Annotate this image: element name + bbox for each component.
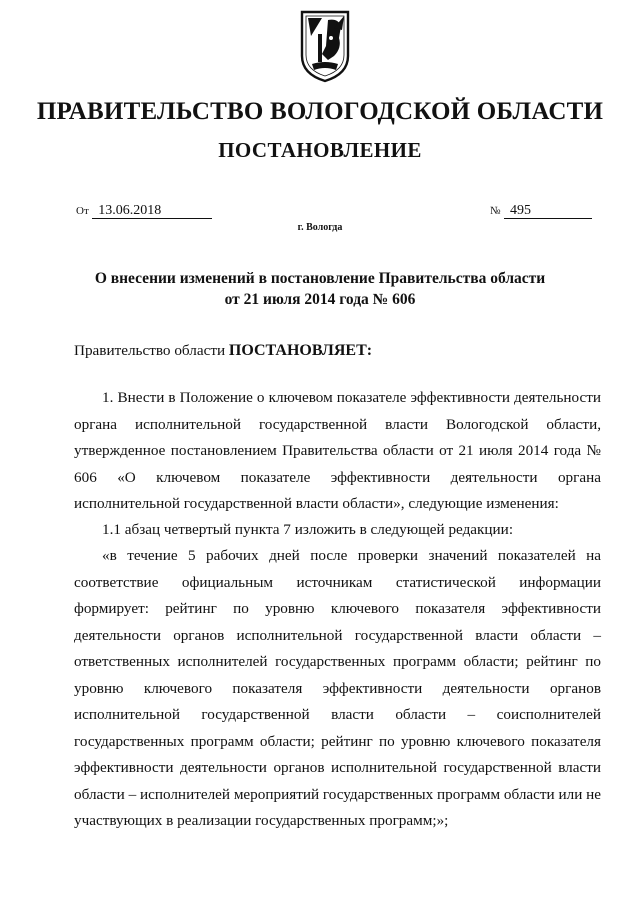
preamble-text: Правительство области xyxy=(74,342,226,359)
number-field xyxy=(490,203,592,219)
date-value: 13.06.2018 xyxy=(92,203,212,219)
title-line-1: О внесении изменений в постановление Правительства области xyxy=(94,270,546,287)
city: г. Вологда xyxy=(297,222,343,233)
document-title xyxy=(60,268,580,310)
preamble xyxy=(74,338,601,365)
date-field xyxy=(76,203,212,219)
paragraph-1: 1. Внести в Положение о ключевом показателе эффективности деятельности органа исполнительной государственной власти Вологодской области, утвержденное постановлением Правительства области от 21 июля 2014 года № 606 «О ключевом показателе эффективности деятельности органа исполнительной государственной власти области», следующие изменения: xyxy=(74,389,601,512)
preamble-bold: ПОСТАНОВЛЯЕТ: xyxy=(228,342,373,359)
title-line-2: от 21 июля 2014 года № 606 xyxy=(224,291,416,308)
date-label: От xyxy=(76,205,89,217)
number-value: 495 xyxy=(504,203,592,219)
vologda-coat-of-arms-icon xyxy=(298,8,352,84)
paragraph-quote: «в течение 5 рабочих дней после проверки значений показателей на соответствие официальным источникам статистической информации формирует: рейтинг по уровню ключевого показателя эффективности деятельности органов исполнительной государственной власти области – ответственных исполнителей государственных программ области; рейтинг по уровню ключевого показателя эффективности деятельности органов исполнительной государственной власти области – соисполнителей государственных программ области; рейтинг по уровню ключевого показателя эффективности деятельности органов исполнительной государственной власти области – исполнителей мероприятий государственных программ области или не участвующих в реализации государственных программ;»; xyxy=(74,547,601,829)
number-label: № xyxy=(490,205,501,217)
paragraph-1-1: 1.1 абзац четвертый пункта 7 изложить в следующей редакции: xyxy=(102,521,514,538)
document-type: ПОСТАНОВЛЕНИЕ xyxy=(218,138,422,162)
government-name: ПРАВИТЕЛЬСТВО ВОЛОГОДСКОЙ ОБЛАСТИ xyxy=(36,98,604,125)
